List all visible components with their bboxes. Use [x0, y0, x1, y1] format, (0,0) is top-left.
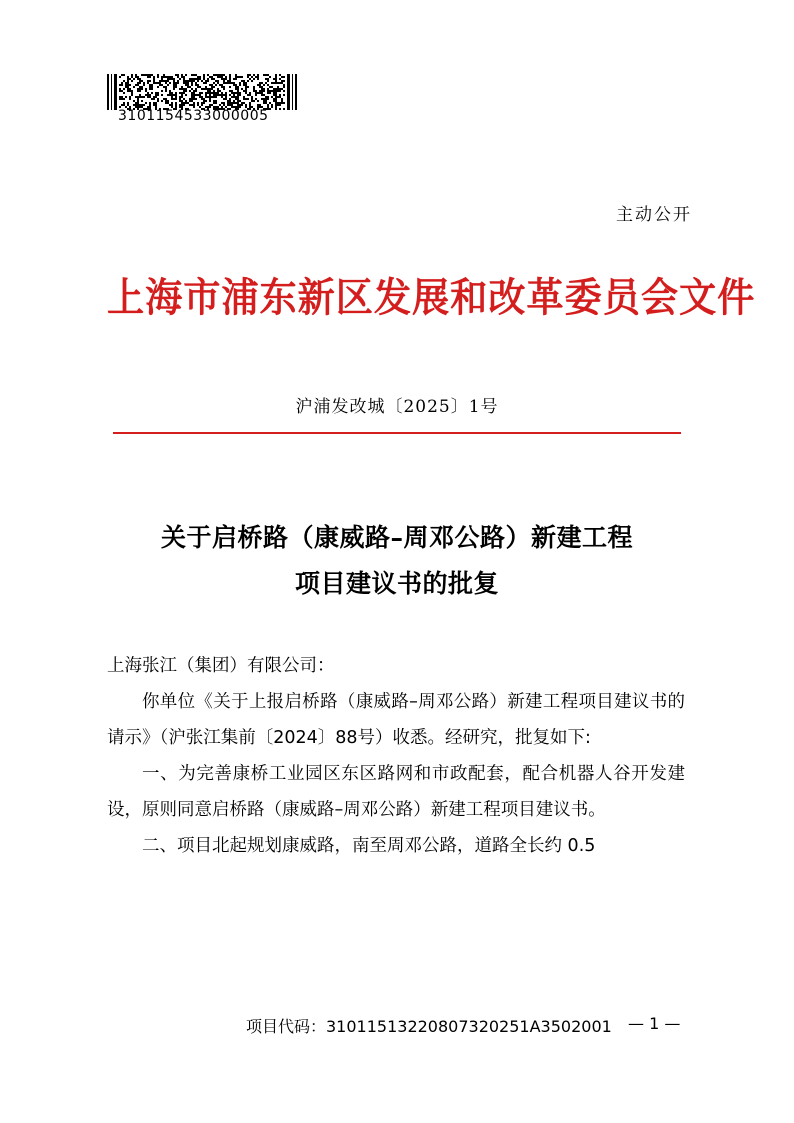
- document-title-line-2: 项目建议书的批复: [294, 569, 499, 598]
- body-paragraph-2: 一、为完善康桥工业园区东区路网和市政配套，配合机器人谷开发建设，原则同意启桥路（康威路–周邓公路）新建工程项目建议书。: [107, 764, 685, 820]
- body-paragraph-1: 你单位《关于上报启桥路（康威路–周邓公路）新建工程项目建议书的请示》（沪张江集前〔2024〕88号）收悉。经研究，批复如下:: [107, 692, 685, 748]
- body-paragraph-3: 二、项目北起规划康威路，南至周邓公路，道路全长约 0.5: [142, 836, 596, 856]
- document-number: 沪浦发改城〔2025〕1号: [295, 397, 499, 417]
- issuer-header: 上海市浦东新区发展和改革委员会文件: [107, 274, 756, 321]
- project-code: 项目代码：31011513220807320251A3502001: [246, 1017, 612, 1036]
- document-body: [107, 648, 685, 864]
- barcode-number: 3101154533000005: [118, 108, 269, 124]
- barcode: [107, 74, 297, 110]
- document-title-line-1: 关于启桥路（康威路–周邓公路）新建工程: [160, 523, 633, 552]
- document-title: [0, 515, 794, 607]
- salutation: 上海张江（集团）有限公司：: [107, 656, 335, 676]
- page-number: — 1 —: [628, 1014, 681, 1033]
- red-divider-line: [113, 432, 681, 434]
- disclosure-label: 主动公开: [616, 205, 692, 225]
